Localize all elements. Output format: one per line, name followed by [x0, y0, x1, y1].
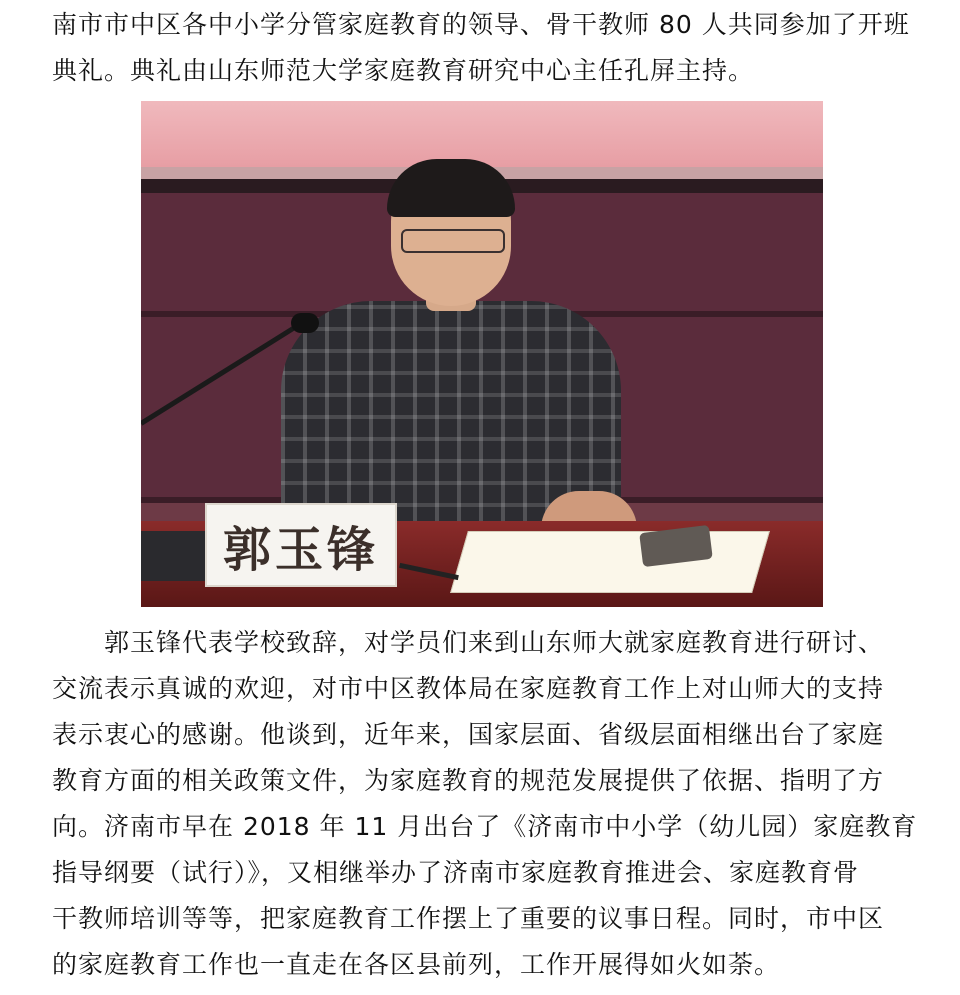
photo-wall [141, 101, 823, 167]
body-line-5: 向。济南市早在 2018 年 11 月出台了《济南市中小学（幼儿园）家庭教育 [52, 812, 918, 841]
intro-line-1: 南市市中区各中小学分管家庭教育的领导、骨干教师 80 人共同参加了开班 [52, 10, 910, 39]
intro-line-2: 典礼。典礼由山东师范大学家庭教育研究中心主任孔屏主持。 [52, 56, 755, 85]
body-line-7: 干教师培训等等，把家庭教育工作摆上了重要的议事日程。同时，市中区 [52, 904, 885, 933]
speaker-photo [141, 101, 823, 607]
name-card: 郭玉锋 [205, 503, 397, 587]
body-line-2: 交流表示真诚的欢迎，对市中区教体局在家庭教育工作上对山师大的支持 [52, 674, 885, 703]
body-line-6: 指导纲要（试行）》，又相继举办了济南市家庭教育推进会、家庭教育骨 [52, 858, 860, 887]
body-line-3: 表示衷心的感谢。他谈到，近年来，国家层面、省级层面相继出台了家庭 [52, 720, 885, 749]
glasses-icon [401, 229, 505, 253]
body-line-8: 的家庭教育工作也一直走在各区县前列，工作开展得如火如荼。 [52, 950, 781, 979]
microphone-icon [291, 313, 319, 333]
open-notebook [450, 531, 770, 593]
body-line-4: 教育方面的相关政策文件，为家庭教育的规范发展提供了依据、指明了方 [52, 766, 885, 795]
body-line-1: 郭玉锋代表学校致辞，对学员们来到山东师大就家庭教育进行研讨、 [104, 628, 885, 657]
intro-paragraph [52, 2, 912, 94]
body-paragraph [52, 620, 918, 988]
desk-item [141, 531, 207, 581]
